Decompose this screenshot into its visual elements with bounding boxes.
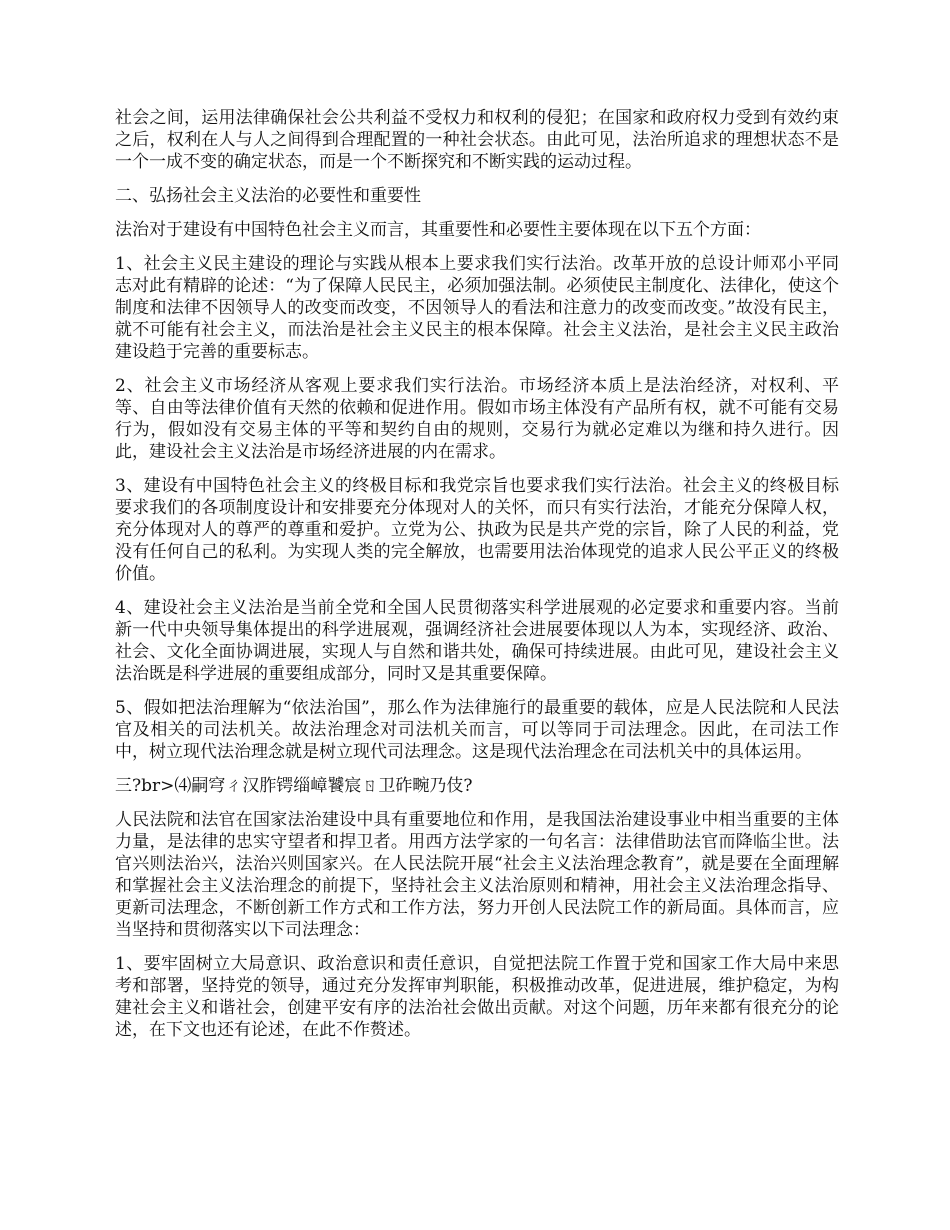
section-heading-2: 二、弘扬社会主义法治的必要性和重要性 [115,186,421,206]
paragraph-point-1: 1、社会主义民主建设的理论与实践从根本上要求我们实行法治。改革开放的总设计师邓小平同志对此有精辟的论述：“为了保障人民民主，必须加强法制。必须使民主制度化、法律化，使这个制度和法律不因领导人的改变而改变，不因领导人的看法和注意力的改变而改变。”故没有民主，就不可能有社会主义，而法治是社会主义民主的根本保障。社会主义法治，是社会主义民主政治建设趋于完善的重要标志。 [115,254,839,362]
paragraph-section3-lead: 人民法院和法官在国家法治建设中具有重要地位和作用，是我国法治建设事业中相当重要的主体力量，是法律的忠实守望者和捍卫者。用西方法学家的一句名言：法律借助法官而降临尘世。法官兴则法治兴，法治兴则国家兴。在人民法院开展“社会主义法治理念教育”，就是要在全面理解和掌握社会主义法治理念的前提下，坚持社会主义法治原则和精神，用社会主义法治理念指导、更新司法理念，不断创新工作方式和工作方法，努力开创人民法院工作的新局面。具体而言，应当坚持和贯彻落实以下司法理念： [115,810,839,940]
paragraph-section2-lead: 法治对于建设有中国特色社会主义而言，其重要性和必要性主要体现在以下五个方面： [115,220,761,240]
paragraph-point-2: 2、社会主义市场经济从客观上要求我们实行法治。市场经济本质上是法治经济，对权利、平等、自由等法律价值有天然的依赖和促进作用。假如市场主体没有产品所有权，就不可能有交易行为，假如没有交易主体的平等和契约自由的规则，交易行为就必定难以为继和持久进行。因此，建设社会主义法治是市场经济进展的内在需求。 [115,376,839,462]
section-heading-3: 三?br>⑷嗣穹ㄔ汉胙锷缁嶂饕宸ㄖ卫砟畹乃伎? [115,776,473,796]
paragraph-point-5: 5、假如把法治理解为“依法治国”，那么作为法律施行的最重要的载体，应是人民法院和人民法官及相关的司法机关。故法治理念对司法机关而言，可以等同于司法理念。因此，在司法工作中，树立现代法治理念就是树立现代司法理念。这是现代法治理念在司法机关中的具体运用。 [115,698,839,762]
paragraph-point-4: 4、建设社会主义法治是当前全党和全国人民贯彻落实科学进展观的必定要求和重要内容。当前新一代中央领导集体提出的科学进展观，强调经济社会进展要体现以人为本，实现经济、政治、社会、文化全面协调进展，实现人与自然和谐共处，确保可持续进展。由此可见，建设社会主义法治既是科学进展的重要组成部分，同时又是其重要保障。 [115,598,839,684]
paragraph-intro-continuation: 社会之间，运用法律确保社会公共利益不受权力和权利的侵犯；在国家和政府权力受到有效约束之后，权利在人与人之间得到合理配置的一种社会状态。由此可见，法治所追求的理想状态不是一个一成不变的确定状态，而是一个不断探究和不断实践的运动过程。 [115,108,839,172]
paragraph-section3-point-1: 1、要牢固树立大局意识、政治意识和责任意识，自觉把法院工作置于党和国家工作大局中来思考和部署，坚持党的领导，通过充分发挥审判职能，积极推动改革，促进进展，维护稳定，为构建社会主义和谐社会，创建平安有序的法治社会做出贡献。对这个问题，历年来都有很充分的论述，在下文也还有论述，在此不作赘述。 [115,954,839,1040]
document-body [115,107,839,1053]
paragraph-point-3: 3、建设有中国特色社会主义的终极目标和我党宗旨也要求我们实行法治。社会主义的终极目标要求我们的各项制度设计和安排要充分体现对人的关怀，而只有实行法治，才能充分保障人权，充分体现对人的尊严的尊重和爱护。立党为公、执政为民是共产党的宗旨，除了人民的利益，党没有任何自己的私利。为实现人类的完全解放，也需要用法治体现党的追求人民公平正义的终极价值。 [115,476,839,584]
